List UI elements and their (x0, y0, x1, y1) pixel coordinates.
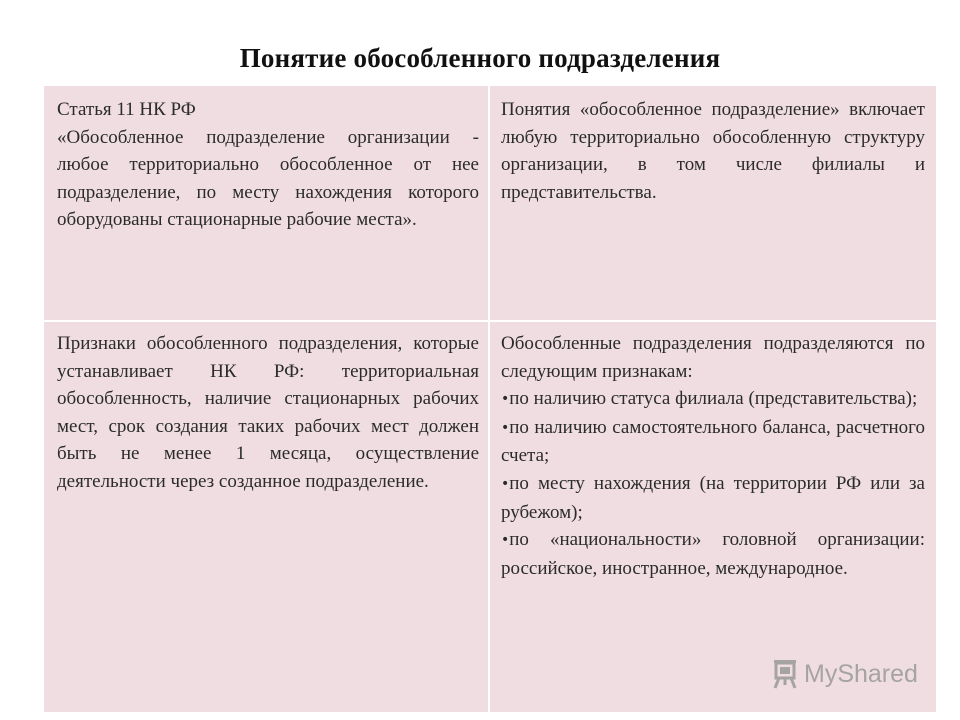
article-heading: Статья 11 НК РФ (57, 99, 196, 120)
cell-classification (490, 322, 936, 712)
cell-concept-description (490, 86, 936, 320)
bullet-icon: • (501, 391, 510, 408)
list-item: •по наличию самостоятельного баланса, расчетного счета; (501, 416, 925, 467)
classification-list (501, 385, 925, 582)
watermark-brand: MyShared (804, 659, 918, 688)
cell-features (44, 322, 488, 712)
article-definition-text: «Обособленное подразделение организации - любое территориально обособленное от нее подразделение, по месту нахождения которого оборудованы стационарные рабочие места». (57, 126, 479, 231)
concept-description-text: Понятия «обособленное подразделение» включает любую территориально обособленную структуру организации, в том числе филиалы и представительства. (501, 99, 925, 203)
bullet-icon: • (501, 419, 510, 436)
presentation-board-icon (770, 658, 800, 690)
list-item: •по «национальности» головной организации: российское, иностранное, международное. (501, 529, 925, 579)
content-table (44, 86, 936, 712)
list-item: •по наличию статуса филиала (представительства); (501, 388, 918, 410)
bullet-icon: • (501, 475, 510, 492)
features-text: Признаки обособленного подразделения, которые устанавливает НК РФ: территориальная обособленность, наличие стационарных рабочих мест, срок создания таких рабочих мест должен быть не менее 1 месяца, осуществление деятельности через созданное подразделение. (57, 333, 479, 492)
bullet-icon: • (501, 532, 510, 549)
classification-intro: Обособленные подразделения подразделяются по следующим признакам: (501, 333, 925, 382)
list-item: •по месту нахождения (на территории РФ или за рубежом); (501, 472, 925, 523)
page-title: Понятие обособленного подразделения (239, 43, 721, 73)
watermark-logo (770, 657, 918, 691)
cell-article-11 (44, 86, 488, 320)
